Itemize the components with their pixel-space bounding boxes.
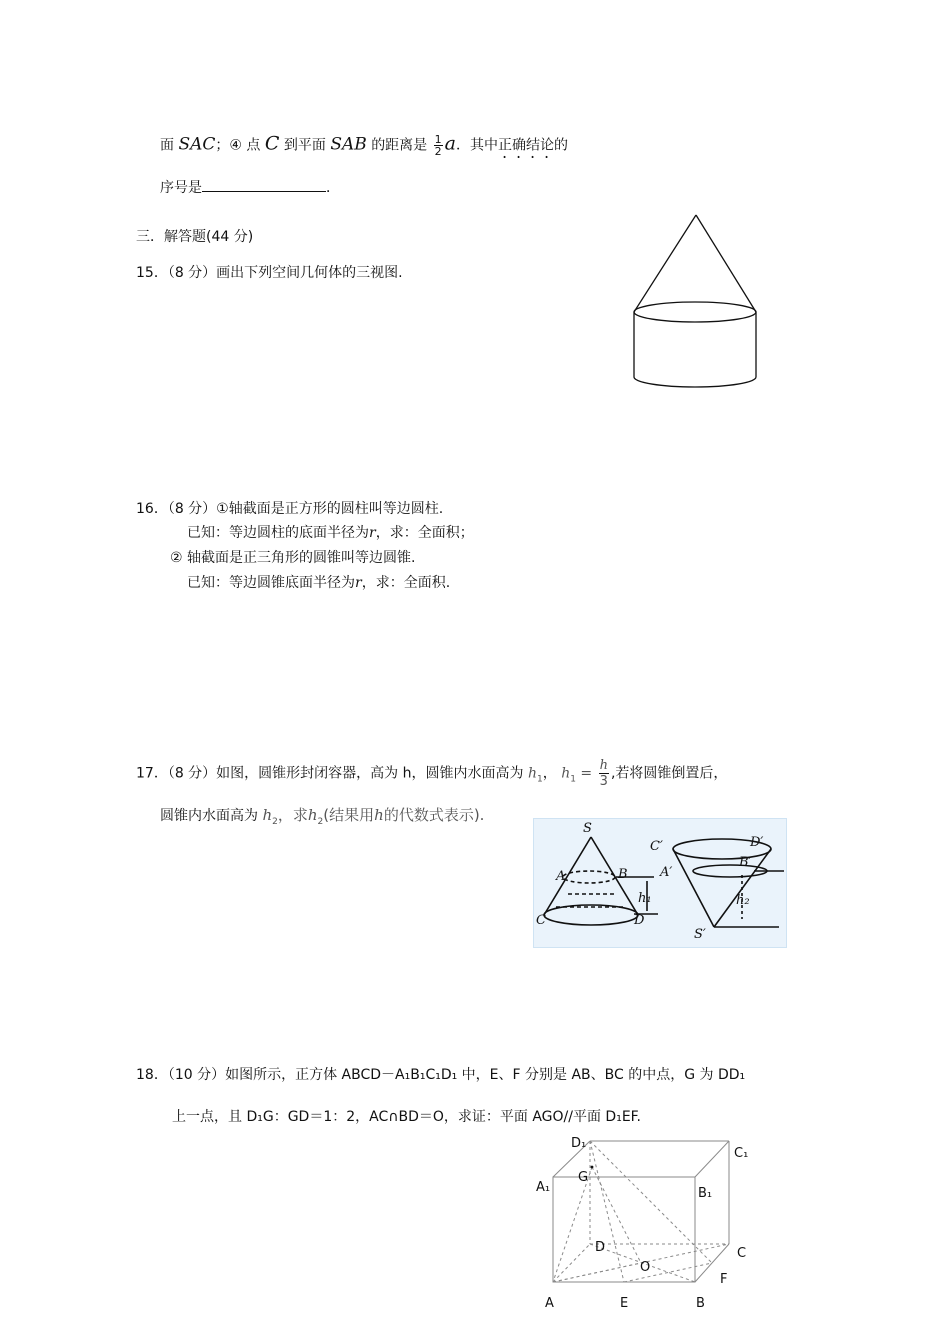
cube-label-D: D: [595, 1240, 606, 1255]
cube-label-A1: A₁: [536, 1180, 551, 1195]
answer-blank[interactable]: [202, 178, 326, 192]
label-A-prime: A′: [660, 865, 673, 880]
label-S: S: [583, 821, 592, 836]
label-C: C: [536, 913, 546, 928]
question-18-line2: 上一点，且 D₁G：GD＝1：2，AC∩BD＝O，求证：平面 AGO//平面 D₁EF.: [172, 1109, 641, 1125]
label-B-prime: B′: [739, 855, 752, 870]
fraction-one-half: $\frac{1}{2}$: [434, 133, 442, 158]
q14-answer-line: 序号是 ．: [160, 180, 340, 196]
cone-on-cylinder-figure: [630, 212, 760, 392]
cone-water-figure: [533, 818, 787, 948]
label-h2: h₂: [736, 893, 750, 908]
cube-label-B: B: [696, 1296, 705, 1311]
cube-label-G: G: [578, 1170, 589, 1185]
question-15: 15．（8 分）画出下列空间几何体的三视图.: [136, 265, 403, 281]
cube-label-C1: C₁: [734, 1146, 749, 1161]
question-16-line1: 16．（8 分）①轴截面是正方形的圆柱叫等边圆柱.: [136, 501, 444, 517]
label-B: B: [618, 867, 628, 882]
question-16-line2: 已知：等边圆柱的底面半径为r，求：全面积；: [187, 525, 474, 541]
cube-label-A: A: [545, 1296, 554, 1311]
label-h1: h₁: [638, 891, 652, 906]
cube-label-F: F: [720, 1272, 728, 1287]
label-D: D: [634, 913, 645, 928]
question-16-line4: 已知：等边圆锥底面半径为r，求：全面积.: [187, 575, 451, 591]
cube-label-B1: B₁: [698, 1186, 713, 1201]
label-S-prime: S′: [694, 927, 706, 942]
label-A: A: [556, 869, 566, 884]
cube-label-C: C: [737, 1246, 747, 1261]
section-heading: 三．解答题(44 分): [136, 229, 254, 245]
question-16-line3: ② 轴截面是正三角形的圆锥叫等边圆锥.: [170, 550, 416, 566]
cube-label-E: E: [620, 1296, 629, 1311]
label-C-prime: C′: [650, 839, 663, 854]
question-17-line1: 17．（8 分）如图，圆锥形封闭容器，高为 h，圆锥内水面高为 $h_1$， $h_1$ = $\frac{h}{3}$ ,若将圆锥倒置后，: [136, 758, 728, 789]
q14-continuation-line: 面 SAC；④ 点 C 到平面 SAB 的距离是 $\frac{1}{2}$ a．其中正确结论的: [160, 132, 568, 158]
label-D-prime: D′: [750, 835, 764, 850]
cube-label-D1: D₁: [571, 1136, 587, 1151]
cube-label-O: O: [640, 1260, 651, 1275]
question-18-line1: 18．（10 分）如图所示，正方体 ABCD－A₁B₁C₁D₁ 中，E、F 分别是 AB、BC 的中点，G 为 DD₁: [136, 1067, 746, 1083]
question-17-line2: 圆锥内水面高为 $h_2$，求$h_2$(结果用h的代数式表示).: [160, 806, 485, 827]
fraction-h-over-3: $\frac{h}{3}$: [599, 758, 608, 789]
